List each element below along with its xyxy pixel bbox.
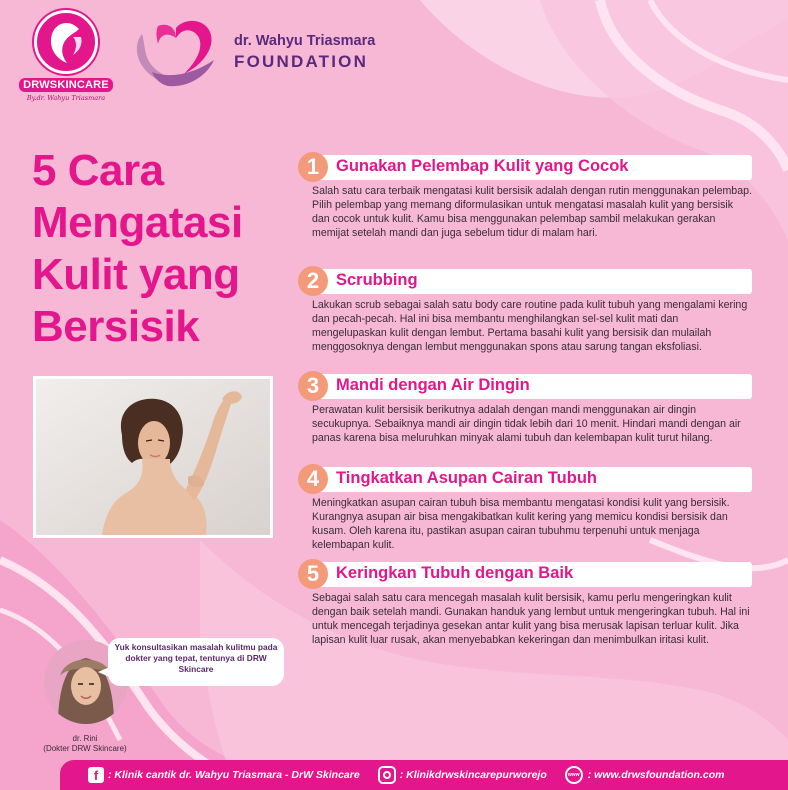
title-line-2: Mengatasi [32,198,243,247]
brand-byline: By.dr. Wahyu Triasmara [26,94,106,102]
step-number-badge: 2 [298,266,328,296]
step-body: Lakukan scrub sebagai salah satu body care routine pada kulit tubuh yang mengalami kering dan pecah-pecah. Hal ini bisa membantu menghilangkan sel-sel kulit mati dan mengelupaskan kulit dengan lembut. Pertama basahi kulit yang bersisik dan mulailah menggosoknya dengan lembut menggunakan spons atau sarung tangan eksfoliasi. [312,299,748,353]
step-heading: Keringkan Tubuh dengan Baik [336,564,574,582]
step-heading: Mandi dengan Air Dingin [336,376,530,394]
title-line-1: 5 Cara [32,146,164,195]
brand-name: DRWSKINCARE [19,78,113,92]
title-line-4: Bersisik [32,302,200,351]
doctor-role: (Dokter DRW Skincare) [43,744,127,753]
facebook-icon: f [88,767,104,783]
step-4 [298,464,752,552]
facebook-text: : Klinik cantik dr. Wahyu Triasmara - DrW Skincare [108,769,360,781]
step-5 [298,559,752,647]
foundation-person-name: dr. Wahyu Triasmara [234,32,376,49]
step-body: Salah satu cara terbaik mengatasi kulit bersisik adalah dengan rutin menggunakan pelembap. Pilih pelembap yang memang diformulasikan untuk mengatasi masalah kulit yang bersisik dan cocok untuk kulit. Kamu bisa menggunakan pelembap sambil melakukan gerakan memijat setelah mandi dan juga sebelum tidur di malam hari. [312,185,752,239]
foundation-word: FOUNDATION [234,51,369,71]
consultation-speech-bubble: Yuk konsultasikan masalah kulitmu pada dokter yang tepat, tentunya di DRW Skincare [108,638,284,686]
step-body: Perawatan kulit bersisik berikutnya adalah dengan mandi menggunakan air dingin secukupnya. Sebaiknya mandi air dingin tidak lebih dari 10 menit. Hindari mandi dengan air panas karena bisa meluruhkan minyak alami tubuh dan kelembapan kulit turut hilang. [312,404,741,444]
footer-instagram[interactable] [378,766,547,784]
step-3 [298,371,752,445]
doctor-name: dr. Rini [72,734,98,743]
step-heading: Scrubbing [336,271,418,289]
step-number-badge: 1 [298,152,328,182]
step-number-badge: 3 [298,371,328,401]
drw-skincare-logo [16,10,116,102]
instagram-text: : Klinikdrwskincarepurworejo [399,769,547,781]
page-title [32,145,243,353]
footer-bar [60,760,788,790]
doctor-caption [30,734,140,754]
step-body: Sebagai salah satu cara mencegah masalah kulit bersisik, kamu perlu mengeringkan kulit dengan baik setelah mandi. Gunakan handuk yang lembut untuk mengeringkan tubuh. Hal ini untuk mencegah terjadinya gesekan antar kulit yang bisa merusak lapisan terluar kulit. Jika lapisan kulit luar rusak, akan menyebabkan kekeringan dan menimbulkan iritasi kulit. [312,592,750,646]
step-number-badge: 5 [298,559,328,589]
step-2 [298,266,752,354]
step-number-badge: 4 [298,464,328,494]
title-line-3: Kulit yang [32,250,240,299]
globe-icon: www [565,766,583,784]
instagram-icon [378,766,396,784]
woman-photo [33,376,273,538]
foundation-logo [128,14,375,94]
step-body: Meningkatkan asupan cairan tubuh bisa membantu mengatasi kondisi kulit yang bersisik. Kurangnya asupan air bisa mengakibatkan kulit kering yang memicu kondisi bersisik dan kusam. Oleh karena itu, pastikan asupan cairan tubuhmu terpenuhi untuk menjaga kelembapan kulit. [312,497,730,551]
footer-facebook[interactable] [88,767,360,783]
step-1 [298,152,752,240]
footer-website[interactable] [565,766,725,784]
website-text: : www.drwsfoundation.com [587,769,725,781]
step-heading: Gunakan Pelembap Kulit yang Cocok [336,157,629,175]
heart-hands-icon [128,14,224,94]
step-heading: Tingkatkan Asupan Cairan Tubuh [336,469,597,487]
face-silhouette-icon [34,10,98,74]
